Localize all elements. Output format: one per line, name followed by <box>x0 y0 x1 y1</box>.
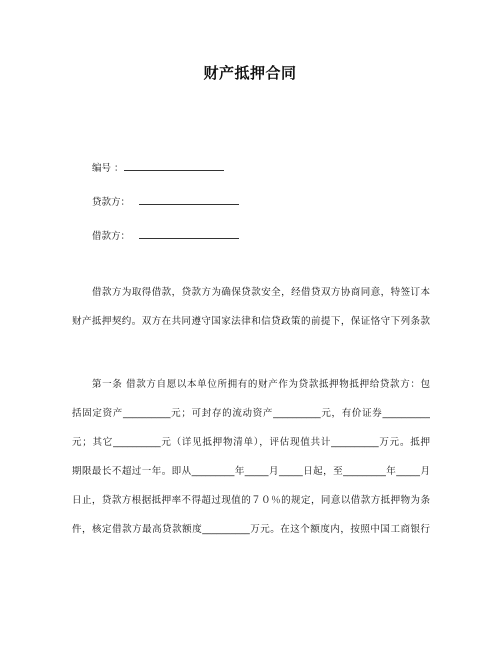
lender-blank <box>139 194 239 205</box>
borrower-field <box>92 228 239 244</box>
contract-title: 财产抵押合同 <box>203 64 297 82</box>
contract-number-label: 编号 ： <box>92 163 124 174</box>
article-1-line: 括固定资产__________元；可封存的流动资产__________元，有价证券__________ <box>72 408 430 419</box>
article-1-line: 期限最长不超过一年。即从_________年_____月_____日起，至_________年_____月 <box>72 466 430 477</box>
borrower-blank <box>139 228 239 239</box>
contract-number-blank <box>124 160 224 171</box>
borrower-label: 借款方： <box>92 231 131 242</box>
lender-field <box>92 194 239 210</box>
intro-paragraph <box>72 278 430 336</box>
article-1-paragraph <box>72 370 430 544</box>
lender-label: 贷款方： <box>92 197 131 208</box>
article-1-line: 第一条 借款方自愿以本单位所拥有的财产作为贷款抵押物抵押给贷款方：包 <box>92 379 430 390</box>
intro-line: 借款方为取得借款，贷款方为确保贷款安全，经借贷双方协商同意，特签订本 <box>92 287 430 298</box>
contract-number-field <box>92 160 224 176</box>
article-1-line: 件，核定借款方最高贷款额度__________万元。在这个额度内，按照中国工商银行 <box>72 524 430 535</box>
article-1-line: 元；其它__________元（详见抵押物清单），评估现值共计__________万元。抵押 <box>72 437 430 448</box>
intro-line: 财产抵押契约。双方在共同遵守国家法律和信贷政策的前提下，保证恪守下列条款 <box>72 316 430 327</box>
article-1-line: 日止，贷款方根据抵押率不得超过现值的７０％的规定，同意以借款方抵押物为条 <box>72 495 430 506</box>
